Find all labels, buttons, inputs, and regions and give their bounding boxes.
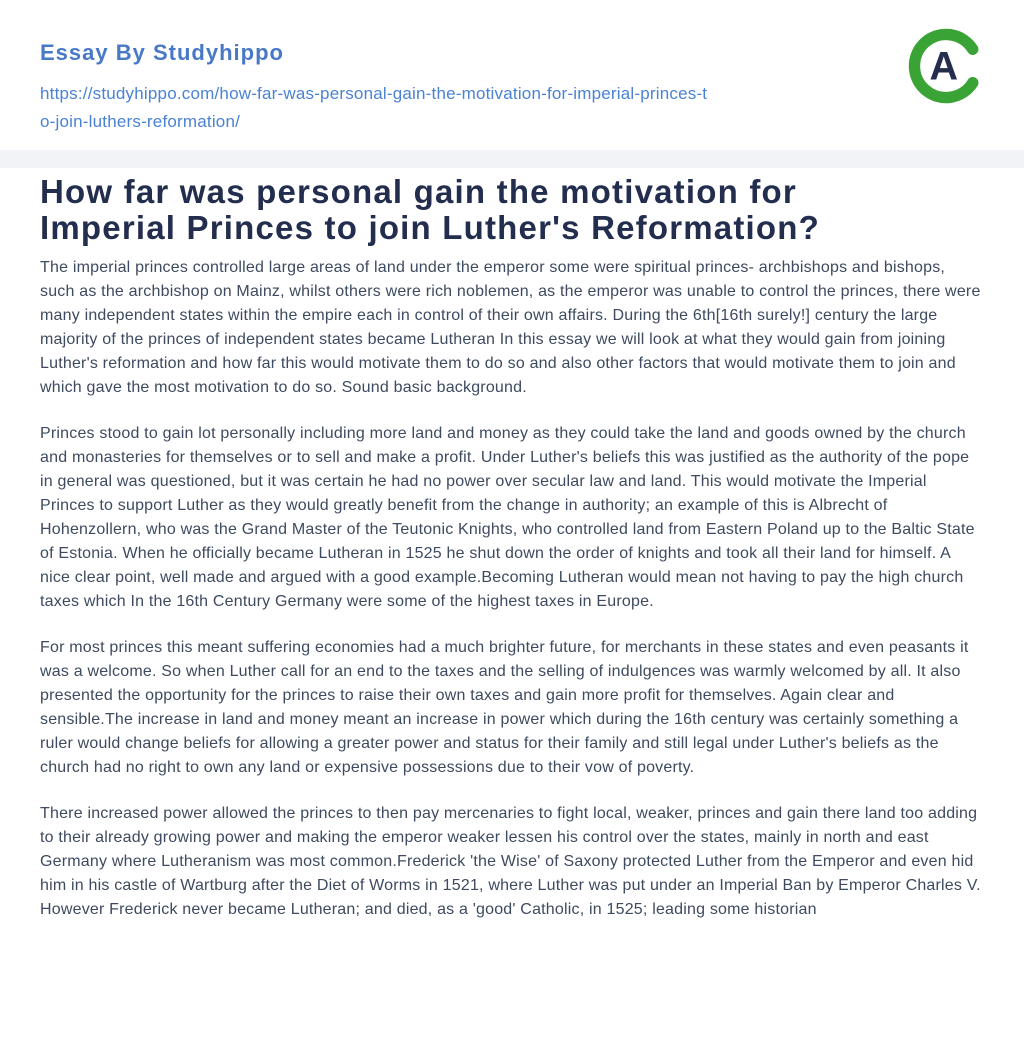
essay-url-link[interactable]: https://studyhippo.com/how-far-was-personal-gain-the-motivation-for-imperial-princes-to-join-luthers-reformation/ xyxy=(40,84,708,131)
site-heading: Essay By Studyhippo xyxy=(40,40,284,65)
header-divider xyxy=(0,150,1024,168)
essay-paragraph-1: The imperial princes controlled large areas of land under the emperor some were spiritual princes- archbishops and bishops, such as the archbishop on Mainz, whilst others were rich noblemen, as the emperor was unable to control the princes, there were many independent states within the empire each in control of their own affairs. During the 6th[16th surely!] century the large majority of the princes of independent states became Lutheran In this essay we will look at what they would gain from joining Luther's reformation and how far this would motivate them to do so and also other factors that would motivate them to join and which gave the most motivation to do so. Sound basic background. xyxy=(40,259,981,396)
essay-paragraph-2: Princes stood to gain lot personally including more land and money as they could take the land and goods owned by the church and monasteries for themselves or to sell and make a profit. Under Luther's beliefs this was justified as the authority of the pope in general was questioned, but it was certain he had no power over secular law and land. This would motivate the Imperial Princes to support Luther as they would greatly benefit from the change in authority; an example of this is Albrecht of Hohenzollern, who was the Grand Master of the Teutonic Knights, who controlled land from Eastern Poland up to the Baltic State of Estonia. When he officially became Lutheran in 1525 he shut down the order of knights and took all their land for himself. A nice clear point, well made and argued with a good example.Becoming Lutheran would mean not having to pay the high church taxes which In the 16th Century Germany were some of the highest taxes in Europe. xyxy=(40,425,975,610)
essay-title-line-2: Imperial Princes to join Luther's Reformation? xyxy=(40,209,820,246)
essay-paragraph-4: There increased power allowed the princes to then pay mercenaries to fight local, weaker, princes and gain there land too adding to their already growing power and making the emperor weaker lessen his control over the states, mainly in north and east Germany where Lutheranism was most common.Frederick 'the Wise' of Saxony protected Luther from the Emperor and even hid him in his castle of Wartburg after the Diet of Worms in 1521, where Luther was put under an Imperial Ban by Emperor Charles V. However Frederick never became Lutheran; and died, as a 'good' Catholic, in 1525; leading some historian xyxy=(40,805,981,918)
header xyxy=(0,0,1024,136)
studyhippo-logo xyxy=(908,28,984,104)
studyhippo-logo-icon xyxy=(908,28,984,104)
essay-title-line-1: How far was personal gain the motivation for xyxy=(40,173,797,210)
essay-content xyxy=(0,174,1024,922)
logo-letter: A xyxy=(929,44,958,89)
essay-paragraph-3: For most princes this meant suffering economies had a much brighter future, for merchants in these states and even peasants it was a welcome. So when Luther call for an end to the taxes and the selling of indulgences was warmly welcomed by all. It also presented the opportunity for the princes to raise their own taxes and gain more profit for themselves. Again clear and sensible.The increase in land and money meant an increase in power which during the 16th century was certainly something a ruler would change beliefs for allowing a greater power and status for their family and still legal under Luther's beliefs as the church had no right to own any land or expensive possessions due to their vow of poverty. xyxy=(40,639,969,776)
essay-body xyxy=(40,256,984,922)
essay-title xyxy=(40,174,984,246)
